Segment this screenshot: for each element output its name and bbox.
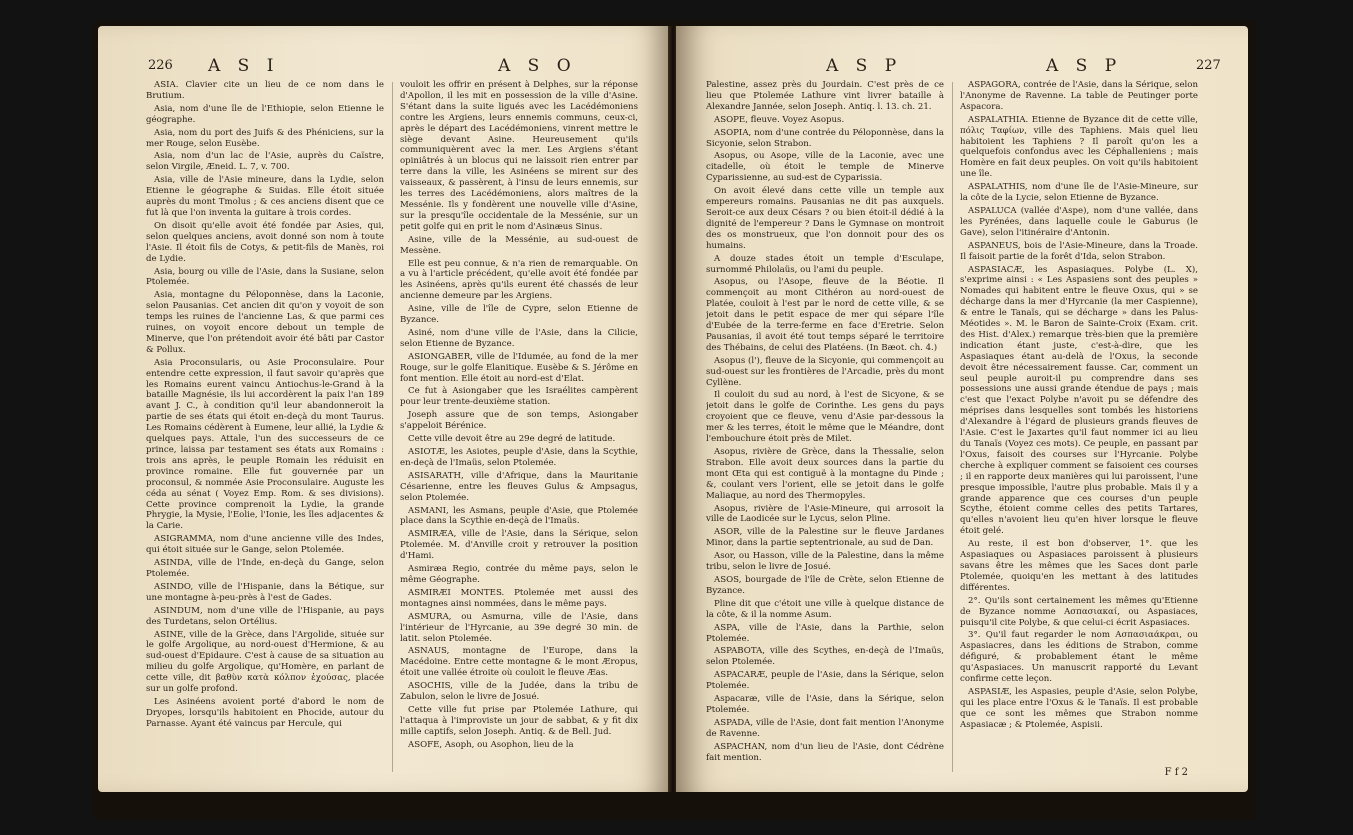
- entry-paragraph: Asia, nom du port des Juifs & des Phéniciens, sur la mer Rouge, selon Eusèbe.: [146, 127, 384, 149]
- entry-paragraph: ASIA. Clavier cite un lieu de ce nom dans le Brutium.: [146, 80, 384, 101]
- entry-paragraph: ASPACHAN, nom d'un lieu de l'Asie, dont Cédrène fait mention.: [706, 741, 944, 763]
- entry-paragraph: ASOR, ville de la Palestine sur le fleuve Jardanes Minor, dans la partie septentrionale, au sud de Dan.: [706, 527, 944, 549]
- right-page-column-2: [960, 80, 1198, 780]
- entry-paragraph: Il couloit du sud au nord, à l'est de Sicyone, & se jetoit dans le golfe de Corinthe. Les gens du pays croyoient que ce fleuve, venu d'Asie par-dessous la mer & les terres, étoit le même que le Méandre, dont l'embouchure étoit près de Milet.: [706, 390, 944, 445]
- right-page-number: 227: [1196, 58, 1221, 73]
- entry-paragraph: Asia, ville de l'Asie mineure, dans la Lydie, selon Etienne le géographe & Suidas. Elle étoit située auprès du mont Tmolus ; & ces anciens disent que ce fut là que l'on inventa la guitare à trois cordes.: [146, 175, 384, 218]
- entry-paragraph: Asia Proconsularis, ou Asie Proconsulaire. Pour entendre cette expression, il faut savoir qu'après que les Romains eurent vaincu Antiochus-le-Grand à la bataille Magnésie, ils lui accordèrent la paix l'an 189 avant J. C., à condition qu'il leur abandonneroit la partie de ses états qui étoit en-deçà du mont Taurus. Les Romains cédèrent à Eumene, leur allié, la Lydie & quelques pays. Attale, l'un des successeurs de ce prince, laissa par testament ses états aux Romains : trois ans après, le peuple Romain les réduisit en province romaine. Elle fut gouvernée par un proconsul, & nommée Asie Proconsulaire. Auguste les céda au sénat ( Voyez Emp. Rom. & ses divisions). Cette province comprenoit la Lydie, la grande Phrygie, la Mysie, l'Eolie, l'Ionie, les îles adjacentes & la Carie.: [146, 357, 384, 532]
- entry-paragraph: 2°. Qu'ils sont certainement les mêmes qu'Etienne de Byzance nomme Ασπασιακαί, ou Aspasiaces, puisqu'il cite Polybe, & que celui-ci écrit Aspasiaces.: [960, 595, 1198, 628]
- entry-paragraph: ASIOTÆ, les Asiotes, peuple d'Asie, dans la Scythie, en-deçà de l'Imaüs, selon Ptolemée.: [400, 447, 638, 468]
- entry-paragraph: ASOFE, Asoph, ou Asophon, lieu de la: [408, 739, 574, 750]
- entry-paragraph: Asine, ville de la Messénie, au sud-ouest de Messène.: [400, 234, 638, 256]
- entry-paragraph: ASMANI, les Asmans, peuple d'Asie, que Ptolemée place dans la Scythie en-deçà de l'Imaüs.: [400, 505, 638, 527]
- entry-paragraph: Aspacaræ, ville de l'Asie, dans la Sérique, selon Ptolemée.: [706, 694, 944, 715]
- entry-paragraph: Asor, ou Hasson, ville de la Palestine, dans la même tribu, selon le livre de Josué.: [706, 551, 944, 573]
- entry-paragraph: Asine, ville de l'île de Cypre, selon Etienne de Byzance.: [400, 304, 638, 326]
- right-page-column-1: [706, 80, 944, 780]
- column-rule: [952, 82, 953, 772]
- entry-paragraph: ASPACARÆ, peuple de l'Asie, dans la Sérique, selon Ptolemée.: [706, 670, 944, 692]
- entry-paragraph: A douze stades étoit un temple d'Esculape, surnommé Philolaüs, ou l'ami du peuple.: [706, 253, 944, 275]
- entry-paragraph: ASNAUS, montagne de l'Europe, dans la Macédoine. Entre cette montagne & le mont Æropus, étoit une vallée étroite où couloit le fleuve Æas.: [400, 646, 638, 679]
- entry-paragraph: 3°. Qu'il faut regarder le nom Ασπασιαάκραι, ou Aspasiacres, dans les éditions de Strabon, comme défiguré, & probablement étant le même qu'Aspasiaces. Un manuscrit rapporté du Levant confirme cette leçon.: [960, 630, 1198, 685]
- entry-paragraph: ASMIRÆI MONTES. Ptolemée met aussi des montagnes ainsi nommées, dans le même pays.: [400, 587, 638, 609]
- entry-paragraph: ASPADA, ville de l'Asie, dont fait mention l'Anonyme de Ravenne.: [706, 717, 944, 739]
- right-running-head: [676, 56, 1248, 78]
- entry-paragraph: ASOPIA, nom d'une contrée du Péloponnèse, dans la Sicyonie, selon Strabon.: [706, 127, 944, 149]
- signature-mark: F f 2: [1164, 767, 1188, 778]
- right-head-word-1: A S P: [826, 56, 903, 76]
- entry-paragraph: vouloit les offrir en présent à Delphes, sur la réponse d'Apollon, il les mit en possession de la ville d'Asine. S'étant dans la suite ligués avec les Lacédémoniens contre les Argiens, leurs ennemis communs, ceux-ci, après le départ des Lacédémoniens, vinrent mettre le siège devant Asine. Heureusement qu'ils communiquèrent avec la mer. Les Argiens s'étant opiniâtrés à un blocus qui ne laissoit rien entrer par terre dans la ville, les Asinéens se mirent sur des vaisseaux, & passèrent, à l'insu de leurs ennemis, sur les terres des Lacédémoniens, alors maîtres de la Messénie. Ils y fondèrent une nouvelle ville d'Asine, sur la presqu'île occidentale de la Messénie, sur un petit golfe qui en prit le nom d'Asinæus Sinus.: [400, 80, 638, 232]
- entry-paragraph: Asmiræa Regio, contrée du même pays, selon le même Géographe.: [400, 564, 638, 585]
- entry-paragraph: Au reste, il est bon d'observer, 1°. que les Aspasiaques ou Aspasiaces paroissent à plusieurs savans être les mêmes que les Saces dont parle Ptolemée, quoiqu'en les mettant à des latitudes différentes.: [960, 539, 1198, 593]
- entry-paragraph: ASPA, ville de l'Asie, dans la Parthie, selon Ptolemée.: [706, 622, 944, 644]
- entry-paragraph: Elle est peu connue, & n'a rien de remarquable. On a vu à l'article précédent, qu'elle avoit été fondée par les Asinéens, après qu'ils eurent été chassés de leur ancienne demeure par les Argiens.: [400, 258, 638, 302]
- entry-paragraph: Ce fut à Asiongaber que les Israélites campèrent pour leur trente-deuxième station.: [400, 386, 638, 408]
- entry-paragraph: ASPASIACÆ, les Aspasiaques. Polybe (L. X), s'exprime ainsi : « Les Aspasiens sont des peuples » Nomades qui habitent entre le fleuve Oxus, qui » se décharge dans la mer d'Hyrcanie (la mer Caspienne), & entre le Tanaïs, qui se décharge » dans les Palus-Méotides ». M. le Baron de Sainte-Croix (Exam. crit. des Hist. d'Alex.) remarque très-bien que la première indication étant juste, c'est-à-dire, que les Aspasiaques étant au-delà de l'Oxus, la seconde devoit être nécessairement fausse. Car, comment un seul peuple auroit-il pu comprendre dans ses possessions une aussi grande étendue de pays ; mais c'est que l'exact Polybe n'avoit pu se défendre des méprises dans lesquelles sont tombés les historiens d'Alexandre à l'égard de plusieurs grands fleuves de l'Asie. C'est le Jaxartes qu'il faut nommer ici au lieu du Tanaïs (Voyez ces mots). Ce peuple, en passant par l'Oxus, faisoit des courses sur l'Hyrcanie. Polybe cherche à expliquer comment se faisoient ces courses ; il en rapporte deux manières qui lui paroissent, l'une presque impossible, l'autre plus probable. Mais il y a grande apparence que ces courses d'un peuple Scythe, étoient comme celles des petits Tartares, qu'elles n'avoient lieu qu'en hiver lorsque le fleuve étoit gelé.: [960, 264, 1198, 537]
- entry-paragraph: Asiné, nom d'une ville de l'Asie, dans la Cilicie, selon Etienne de Byzance.: [400, 327, 638, 349]
- entry-paragraph: Cette ville fut prise par Ptolemée Lathure, qui l'attaqua à l'improviste un jour de sabbat, & y fit dix mille captifs, selon Joseph. Antiq. & de Bell. Jud.: [400, 704, 638, 737]
- column-rule: [392, 82, 393, 772]
- entry-paragraph: Pline dit que c'étoit une ville à quelque distance de la côte, & il la nomme Asum.: [706, 598, 944, 620]
- entry-paragraph: On disoit qu'elle avoit été fondée par Asies, qui, selon quelques anciens, avoit donné son nom à toute l'Asie. Il étoit fils de Cotys, & petit-fils de Manès, roi de Lydie.: [146, 220, 384, 264]
- right-page: [676, 26, 1248, 792]
- left-head-word-2: A S O: [498, 56, 577, 76]
- entry-paragraph: Asia, montagne du Péloponnèse, dans la Laconie, selon Pausanias. Cet ancien dit qu'on y voyoit de son temps les ruines de l'ancienne Las, & que parmi ces ruines, on voyoit encore debout un temple de Minerve, que l'on prétendoit avoir été bâti par Castor & Pollux.: [146, 290, 384, 355]
- entry-paragraph: Asopus, ou Asope, ville de la Laconie, avec une citadelle, où étoit le temple de Minerve Cyparissienne, au sud-est de Cyparissia.: [706, 151, 944, 184]
- entry-paragraph: ASPABOTA, ville des Scythes, en-deçà de l'Imaüs, selon Ptolemée.: [706, 646, 944, 668]
- entry-paragraph: ASPASIÆ, les Aspasies, peuple d'Asie, selon Polybe, qui les place entre l'Oxus & le Tanaïs. Il est probable que ce sont les mêmes que Strabon nomme Aspasiacæ ; & Ptolemée, Aspisii.: [960, 686, 1198, 730]
- left-page-column-1: [146, 80, 384, 780]
- entry-paragraph: ASPALUCA (vallée d'Aspe), nom d'une vallée, dans les Pyrénées, dans laquelle coule le Gaburus (le Gave), selon l'itinéraire d'Antonin.: [960, 205, 1198, 238]
- entry-paragraph: Asopus (l'), fleuve de la Sicyonie, qui commençoit au sud-ouest sur les frontières de l'Arcadie, près du mont Cyllène.: [706, 355, 944, 388]
- entry-paragraph: ASPAGORA, contrée de l'Asie, dans la Sérique, selon l'Anonyme de Ravenne. La table de Peutinger porte Aspacora.: [960, 80, 1198, 112]
- entry-paragraph: Palestine, assez près du Jourdain. C'est près de ce lieu que Ptolemée Lathure vint livrer bataille à Alexandre Jannée, selon Joseph. Antiq. l. 13. ch. 21.: [706, 80, 944, 112]
- left-page-column-2: [400, 80, 638, 780]
- entry-paragraph: Asia, bourg ou ville de l'Asie, dans la Susiane, selon Ptolemée.: [146, 266, 384, 288]
- left-page: [98, 26, 672, 792]
- entry-paragraph: ASISARATH, ville d'Afrique, dans la Mauritanie Césarienne, entre les fleuves Gulus & Ampsagus, selon Ptolemée.: [400, 470, 638, 503]
- entry-paragraph: Asopus, rivière de Grèce, dans la Thessalie, selon Strabon. Elle avoit deux sources dans la partie du mont Œta qui est contiguë à la montagne du Pinde ; &, coulant vers l'orient, elle se jetoit dans le golfe Maliaque, au nord des Thermopyles.: [706, 447, 944, 501]
- entry-paragraph: Asopus, rivière de l'Asie-Mineure, qui arrosoit la ville de Laodicée sur le Lycus, selon Pline.: [706, 503, 944, 525]
- entry-paragraph: ASOCHIS, ville de la Judée, dans la tribu de Zabulon, selon le livre de Josué.: [400, 681, 638, 703]
- entry-paragraph: ASOS, bourgade de l'île de Crète, selon Etienne de Byzance.: [706, 574, 944, 596]
- entry-paragraph: ASPALATHIA. Etienne de Byzance dit de cette ville, πόλις Ταφίων, ville des Taphiens. Mais quel lieu habitoient les Taphiens ? Il paroît qu'on les a quelquefois confondus avec les Céphalleniens ; mais Homère en fait deux peuples. On voit qu'ils habitoient une île.: [960, 114, 1198, 180]
- entry-paragraph: ASMIRÆA, ville de l'Asie, dans la Sérique, selon Ptolemée. M. d'Anville croit y retrouver la position d'Hami.: [400, 529, 638, 562]
- entry-paragraph: ASINE, ville de la Grèce, dans l'Argolide, située sur le golfe Argolique, au nord-ouest d'Hermione, & au sud-ouest d'Epidaure. C'est à cause de sa situation au milieu du golfe Argolique, qu'Homère, en parlant de cette ville, dit βαθὺν κατὰ κόλπον ἐχούσας, placée sur un golfe profond.: [146, 629, 384, 695]
- entry-paragraph: ASPANEUS, bois de l'Asie-Mineure, dans la Troade. Il faisoit partie de la forêt d'Ida, selon Strabon.: [960, 240, 1198, 262]
- entry-paragraph: ASINDO, ville de l'Hispanie, dans la Bétique, sur une montagne à-peu-près à l'est de Gades.: [146, 581, 384, 603]
- entry-paragraph: Asopus, ou l'Asope, fleuve de la Béotie. Il commençoit au mont Cithéron au nord-ouest de Platée, couloit à l'est par le nord de cette ville, & se jetoit dans le petit espace de mer qui sépare l'île d'Eubée de la terre-ferme en face d'Eretrie. Selon Pausanias, il avoit été tout temps séparé le territoire des Thébains, de celui des Platéens. (In Bæot. ch. 4.): [706, 277, 944, 353]
- left-running-head: [98, 56, 672, 78]
- entry-paragraph: On avoit élevé dans cette ville un temple aux empereurs romains. Pausanias ne dit pas auxquels. Seroit-ce aux deux Césars ? ou bien étoit-il dédié à la dignité de l'empereur ? Dans le Gymnase on montroit des os monstrueux, que l'on donnoit pour des os humains.: [706, 186, 944, 251]
- entry-paragraph: ASINDUM, nom d'une ville de l'Hispanie, au pays des Turdetans, selon Ortélius.: [146, 605, 384, 627]
- entry-paragraph: ASINDA, ville de l'Inde, en-deçà du Gange, selon Ptolemée.: [146, 558, 384, 579]
- entry-paragraph: Asia, nom d'un lac de l'Asie, auprès du Caïstre, selon Virgile, Æneid. L. 7, v. 700.: [146, 151, 384, 173]
- left-head-word-1: A S I: [208, 56, 280, 76]
- entry-paragraph: ASPALATHIS, nom d'une île de l'Asie-Mineure, sur la côte de la Lycie, selon Etienne de Byzance.: [960, 182, 1198, 204]
- entry-paragraph: Asia, nom d'une île de l'Ethiopie, selon Etienne le géographe.: [146, 103, 384, 125]
- entry-paragraph: Joseph assure que de son temps, Asiongaber s'appeloit Bérénice.: [400, 410, 638, 432]
- entry-paragraph: ASOPE, fleuve. Voyez Asopus.: [714, 114, 845, 125]
- entry-paragraph: ASMURA, ou Asmurna, ville de l'Asie, dans l'intérieur de l'Hyrcanie, au 39e degré 30 min. de latit. selon Ptolemée.: [400, 611, 638, 644]
- left-page-number: 226: [148, 58, 173, 73]
- entry-paragraph: Les Asinéens avoient porté d'abord le nom de Dryopes, lorsqu'ils habitoient en Phocide, autour du Parnasse. Ayant été vaincus par Hercule, qui: [146, 696, 384, 729]
- entry-paragraph: Cette ville devoit être au 29e degré de latitude.: [408, 434, 616, 445]
- entry-paragraph: ASIONGABER, ville de l'Idumée, au fond de la mer Rouge, sur le golfe Elanitique. Eusèbe & S. Jérôme en font mention. Elle étoit au nord-est d'Elat.: [400, 351, 638, 384]
- right-head-word-2: A S P: [1046, 56, 1123, 76]
- entry-paragraph: ASIGRAMMA, nom d'une ancienne ville des Indes, qui étoit située sur le Gange, selon Ptolemée.: [146, 534, 384, 556]
